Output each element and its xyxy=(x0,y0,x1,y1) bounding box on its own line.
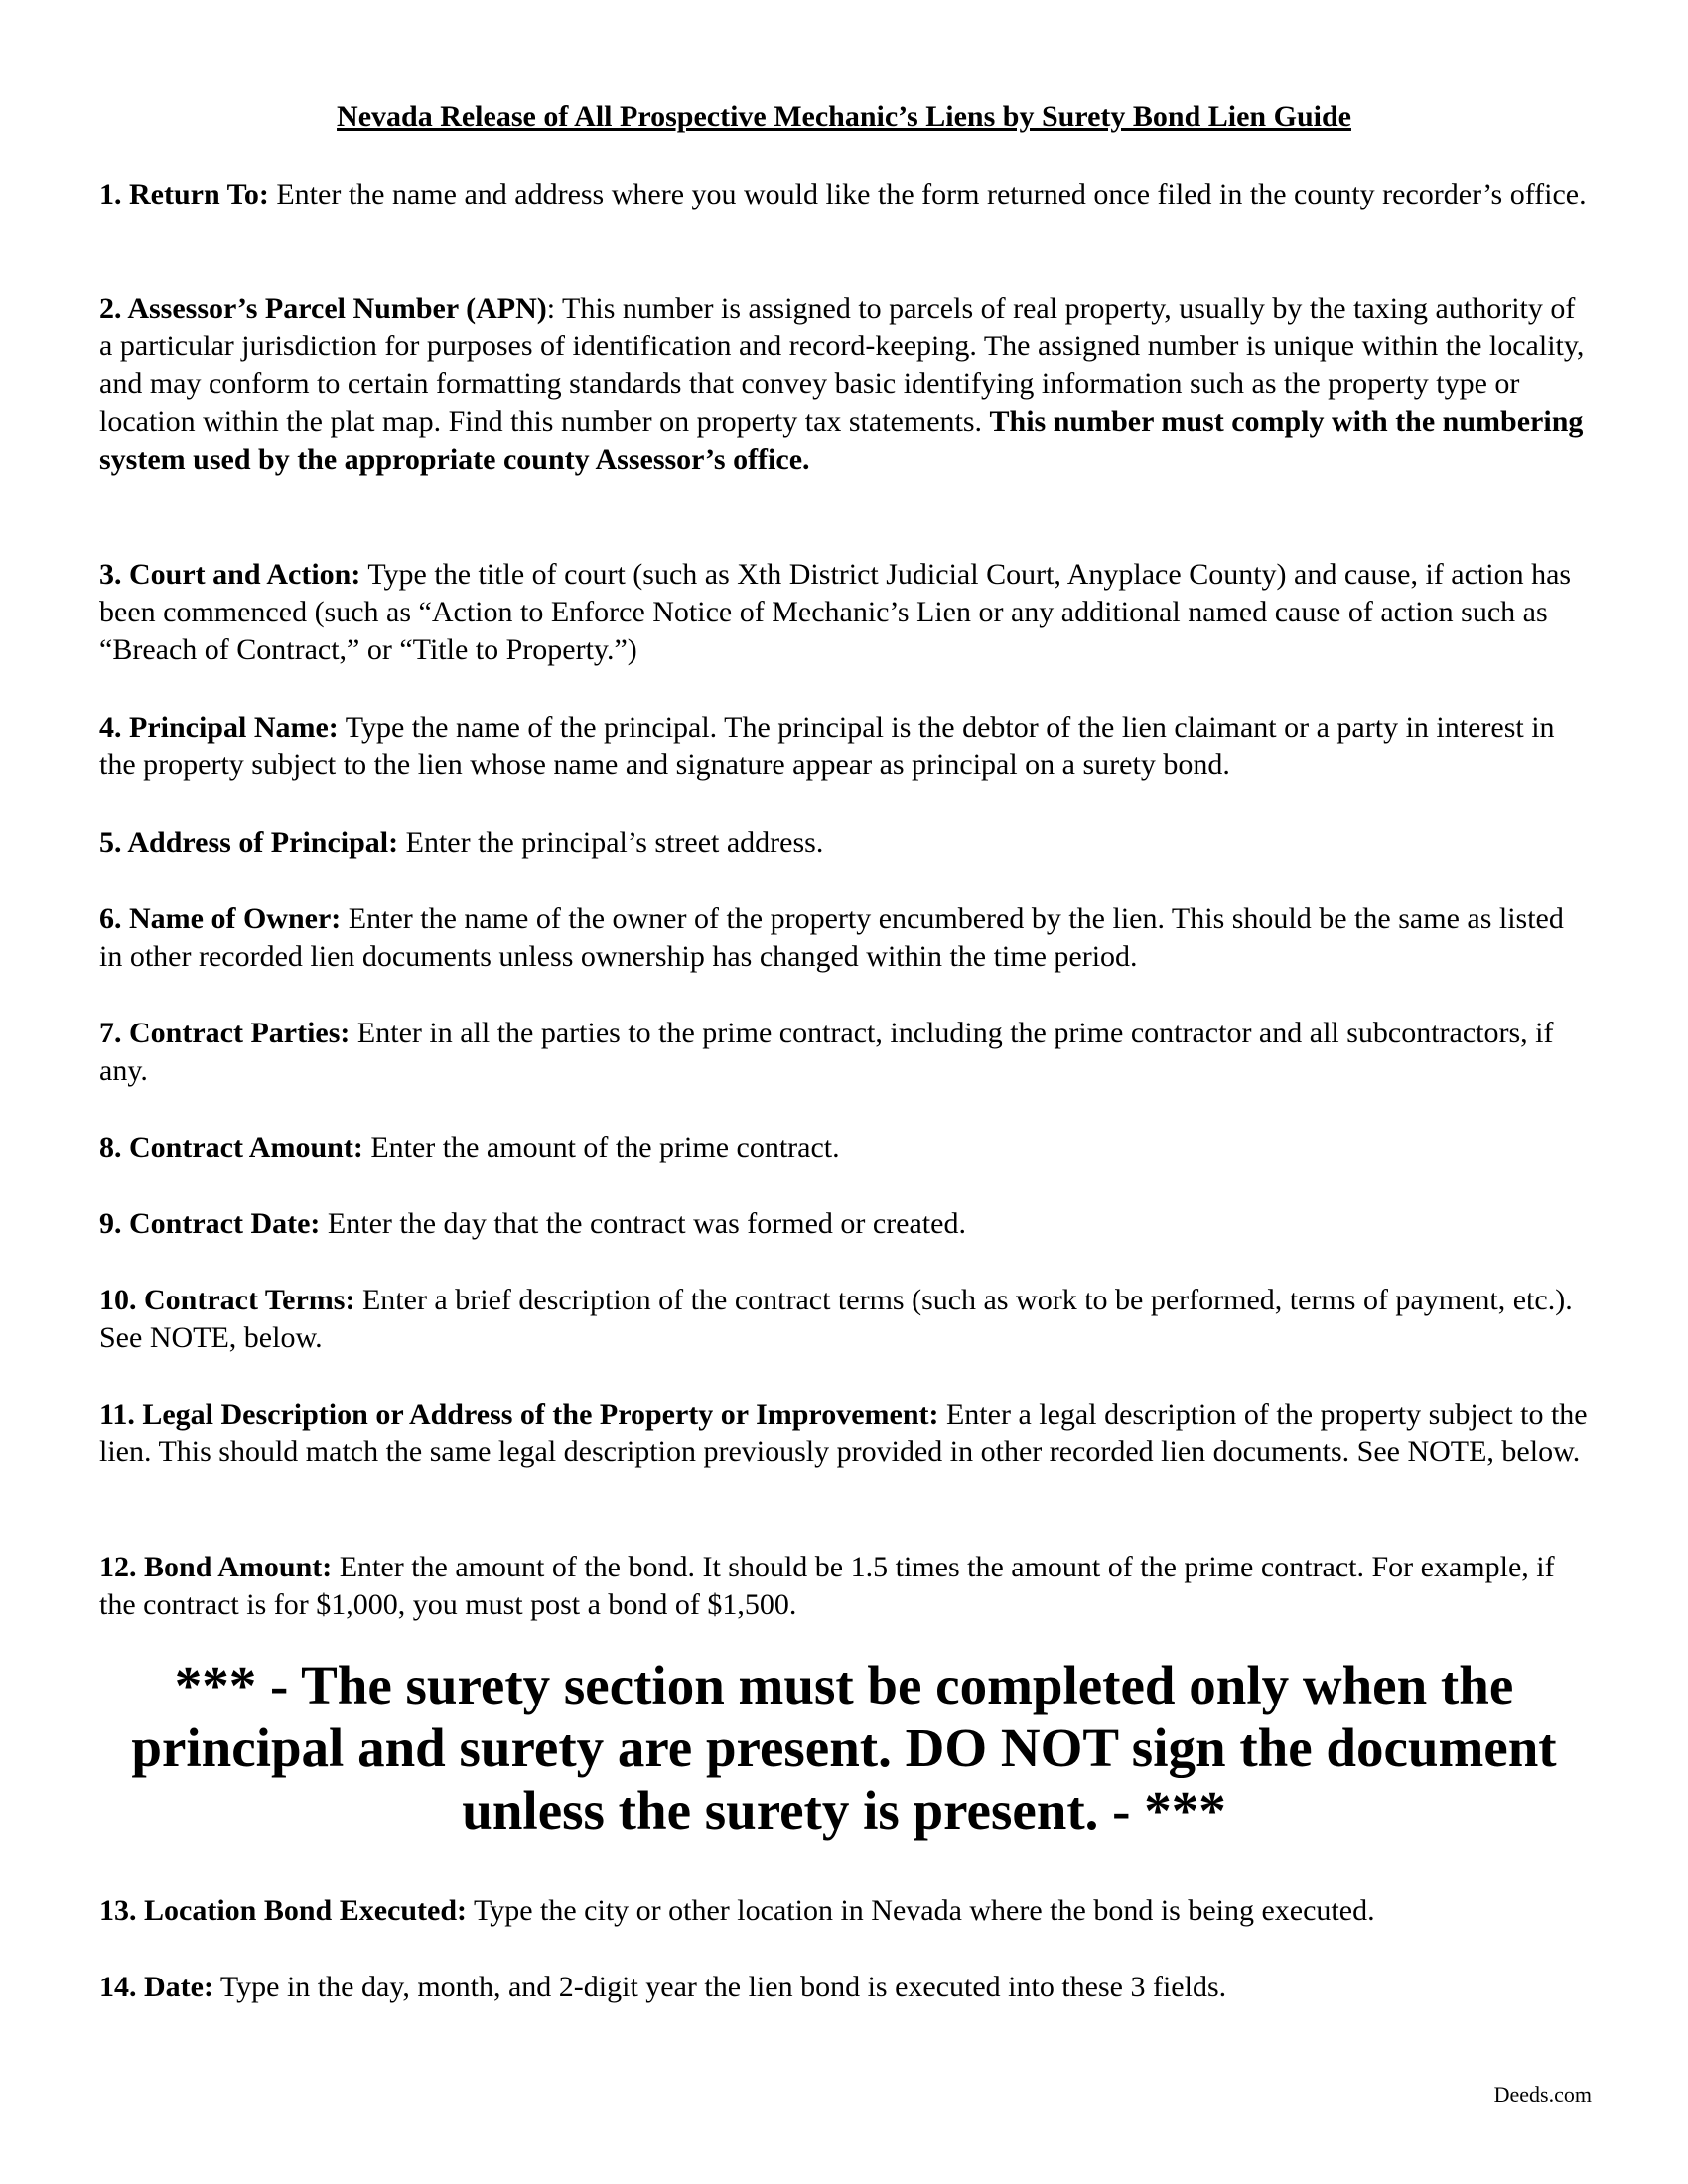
item-label: 10. Contract Terms: xyxy=(99,1284,355,1316)
item-text: Enter a legal description of the property subject to the lien. This should match the same legal description previously provided in other recorded lien documents. See NOTE, below. xyxy=(99,1398,1588,1468)
item-label: 7. Contract Parties: xyxy=(99,1017,351,1049)
item-label: 2. Assessor’s Parcel Number (APN) xyxy=(99,292,547,325)
guide-item-contract-amount xyxy=(99,1129,1589,1166)
item-label: 3. Court and Action: xyxy=(99,558,361,591)
item-label: 11. Legal Description or Address of the Property or Improvement: xyxy=(99,1398,939,1431)
guide-item-return-to xyxy=(99,176,1589,213)
item-text: Enter the amount of the prime contract. xyxy=(362,1131,840,1163)
item-text: Type in the day, month, and 2-digit year the lien bond is executed into these 3 fields. xyxy=(212,1971,1227,2003)
guide-item-owner-name xyxy=(99,900,1589,976)
item-text: Type the title of court (such as Xth District Judicial Court, Anyplace County) and cause, if action has been commenced (such as “Action to Enforce Notice of Mechanic’s Lien or any additional named cause of action such as “Breach of Contract,” or “Title to Property.”) xyxy=(99,558,1572,666)
item-text: Enter the amount of the bond. It should be 1.5 times the amount of the prime contract. For example, if the contract is for $1,000, you must post a bond of $1,500. xyxy=(99,1551,1555,1621)
guide-item-contract-parties xyxy=(99,1015,1589,1090)
item-label: 13. Location Bond Executed: xyxy=(99,1894,468,1927)
guide-item-principal-name xyxy=(99,709,1589,784)
item-text: Enter the name and address where you would like the form returned once filed in the county recorder’s office. xyxy=(268,178,1587,210)
guide-item-legal-description xyxy=(99,1396,1589,1471)
item-text: Enter in all the parties to the prime contract, including the prime contractor and all subcontractors, if any. xyxy=(99,1017,1554,1087)
item-label: 8. Contract Amount: xyxy=(99,1131,363,1163)
footer-source: Deeds.com xyxy=(1493,2082,1592,2107)
guide-item-bond-amount xyxy=(99,1549,1589,1624)
item-label: 1. Return To: xyxy=(99,178,269,210)
item-label: 5. Address of Principal: xyxy=(99,826,399,859)
guide-item-contract-terms xyxy=(99,1282,1589,1357)
guide-item-location-executed xyxy=(99,1892,1589,1930)
surety-warning: *** - The surety section must be completed only when the principal and surety are present. DO NOT sign the document unless the surety is present. - *** xyxy=(131,1655,1557,1841)
document-title: Nevada Release of All Prospective Mechanic’s Liens by Surety Bond Lien Guide xyxy=(337,100,1351,133)
item-text: Enter the name of the owner of the property encumbered by the lien. This should be the same as listed in other recorded lien documents unless ownership has changed within the time period. xyxy=(99,902,1564,973)
item-label: 9. Contract Date: xyxy=(99,1207,321,1240)
item-text: Type the name of the principal. The principal is the debtor of the lien claimant or a party in interest in the property subject to the lien whose name and signature appear as principal on a surety bond. xyxy=(99,711,1555,781)
item-text: Enter the day that the contract was formed or created. xyxy=(320,1207,966,1240)
guide-item-date xyxy=(99,1969,1589,2006)
item-text: Type the city or other location in Nevada where the bond is being executed. xyxy=(467,1894,1375,1927)
item-text: Enter the principal’s street address. xyxy=(398,826,824,859)
item-bold-note: This number must comply with the numbering system used by the appropriate county Assessor’s office. xyxy=(99,405,1584,476)
item-text: Enter a brief description of the contract terms (such as work to be performed, terms of payment, etc.). See NOTE, below. xyxy=(99,1284,1573,1354)
guide-item-court-action xyxy=(99,556,1589,669)
item-label: 14. Date: xyxy=(99,1971,213,2003)
guide-item-contract-date xyxy=(99,1205,1589,1243)
guide-item-apn xyxy=(99,290,1589,478)
item-text: : This number is assigned to parcels of real property, usually by the taxing authority of a particular jurisdiction for purposes of identification and record-keeping. The assigned number is unique within the locality, and may conform to certain formatting standards that convey basic identifying information such as the property type or location within the plat map. Find this number on property tax statements. xyxy=(99,292,1585,438)
item-label: 12. Bond Amount: xyxy=(99,1551,333,1583)
guide-item-principal-address xyxy=(99,824,1589,862)
item-label: 6. Name of Owner: xyxy=(99,902,342,935)
item-label: 4. Principal Name: xyxy=(99,711,339,744)
